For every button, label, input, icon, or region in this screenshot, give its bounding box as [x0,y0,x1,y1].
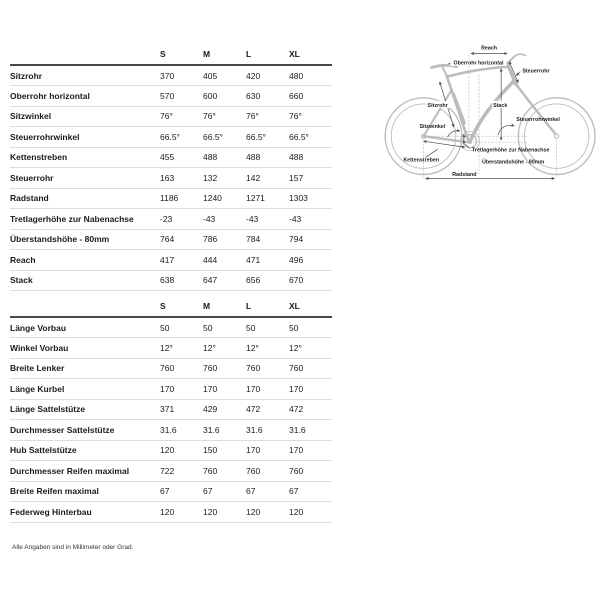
cell-value: -43 [246,209,289,230]
cell-value: 1240 [203,188,246,209]
table-row [10,250,332,271]
header-row [10,44,332,65]
seatpost [443,68,447,76]
row-label: Sitzrohr [10,65,160,86]
column-header-xl: XL [289,296,332,317]
standover-label: Überstandshöhe - 80mm [482,159,545,166]
row-label: Breite Lenker [10,358,160,379]
cell-value: 120 [203,502,246,523]
bike-geometry-diagram [363,30,600,202]
column-header-s: S [160,296,203,317]
cell-value: 170 [289,379,332,400]
row-label: Radstand [10,188,160,209]
cell-value: 142 [246,168,289,189]
table-row [10,317,332,338]
cell-value: 760 [160,358,203,379]
table-row [10,209,332,230]
toptube-label: Oberrohr horizontal [453,60,504,67]
row-label: Steuerrohrwinkel [10,127,160,148]
table-row [10,461,332,482]
cell-value: 480 [289,65,332,86]
table-row [10,86,332,107]
cell-value: -23 [160,209,203,230]
cell-value: 157 [289,168,332,189]
headtube-label: Steuerrohr [522,68,550,75]
cell-value: 170 [289,440,332,461]
cell-value: 50 [203,317,246,338]
cell-value: 471 [246,250,289,271]
cell-value: 417 [160,250,203,271]
cell-value: 630 [246,86,289,107]
cell-value: 66.5° [246,127,289,148]
row-label: Breite Reifen maximal [10,481,160,502]
cell-value: 638 [160,270,203,291]
cell-value: 12° [289,338,332,359]
cell-value: 170 [160,379,203,400]
header-row [10,296,332,317]
table-row [10,420,332,441]
cell-value: 66.5° [203,127,246,148]
cell-value: 150 [203,440,246,461]
cell-value: 1186 [160,188,203,209]
row-label: Sitzwinkel [10,106,160,127]
cell-value: 76° [246,106,289,127]
table-body [10,317,332,522]
stack-label: Stack [493,102,508,109]
cell-value: 429 [203,399,246,420]
cell-value: 120 [289,502,332,523]
row-label: Steuerrohr [10,168,160,189]
cell-value: 12° [203,338,246,359]
table-row [10,188,332,209]
column-header-xl: XL [289,44,332,65]
cell-value: 760 [203,358,246,379]
cell-value: 420 [246,65,289,86]
cell-value: 1271 [246,188,289,209]
column-header-l: L [246,296,289,317]
cell-value: 31.6 [289,420,332,441]
cell-value: 31.6 [246,420,289,441]
table-row [10,358,332,379]
cell-value: 67 [289,481,332,502]
cell-value: 12° [160,338,203,359]
cell-value: 1303 [289,188,332,209]
cell-value: 570 [160,86,203,107]
row-label: Hub Sattelstütze [10,440,160,461]
table-row [10,147,332,168]
cell-value: -43 [203,209,246,230]
table-row [10,229,332,250]
row-label: Oberrohr horizontal [10,86,160,107]
table-header [10,296,332,317]
table-row [10,127,332,148]
cell-value: 656 [246,270,289,291]
cell-value: 31.6 [203,420,246,441]
row-label: Stack [10,270,160,291]
table-row [10,338,332,359]
cell-value: 67 [160,481,203,502]
cell-value: 370 [160,65,203,86]
down-tube [470,82,513,143]
geometry-table-frame [10,44,332,291]
cell-value: 66.5° [289,127,332,148]
corner-cell [10,44,160,65]
cell-value: 455 [160,147,203,168]
cell-value: 760 [246,461,289,482]
cell-value: 488 [289,147,332,168]
table-row [10,399,332,420]
cell-value: 764 [160,229,203,250]
cell-value: 170 [246,379,289,400]
row-label: Länge Sattelstütze [10,399,160,420]
cell-value: 120 [246,502,289,523]
cell-value: 67 [203,481,246,502]
cell-value: 670 [289,270,332,291]
row-label: Winkel Vorbau [10,338,160,359]
table-row [10,168,332,189]
table-body [10,65,332,291]
cell-value: -43 [289,209,332,230]
geometry-table-components [10,296,332,523]
fork [516,85,555,134]
table-header [10,44,332,65]
cell-value: 50 [160,317,203,338]
cell-value: 760 [289,461,332,482]
cell-value: 66.5° [160,127,203,148]
cell-value: 760 [246,358,289,379]
row-label: Tretlagerhöhe zur Nabenachse [10,209,160,230]
corner-cell [10,296,160,317]
table-row [10,440,332,461]
cell-value: 50 [289,317,332,338]
cell-value: 488 [246,147,289,168]
table-row [10,379,332,400]
row-label: Durchmesser Reifen maximal [10,461,160,482]
headtube-leader [516,72,520,76]
cell-value: 760 [289,358,332,379]
cell-value: 647 [203,270,246,291]
cell-value: 760 [203,461,246,482]
row-label: Länge Kurbel [10,379,160,400]
cell-value: 660 [289,86,332,107]
table-row [10,65,332,86]
cell-value: 50 [246,317,289,338]
geometry-tables [10,44,332,523]
cell-value: 405 [203,65,246,86]
row-label: Länge Vorbau [10,317,160,338]
column-header-l: L [246,44,289,65]
reach-label: Reach [481,45,498,52]
bb-drop-label: Tretlagerhöhe zur Nabenachse [471,147,550,154]
column-header-s: S [160,44,203,65]
cell-value: 472 [246,399,289,420]
cell-value: 472 [289,399,332,420]
cell-value: 170 [246,440,289,461]
cell-value: 67 [246,481,289,502]
cell-value: 444 [203,250,246,271]
row-label: Reach [10,250,160,271]
cell-value: 786 [203,229,246,250]
cell-value: 163 [160,168,203,189]
seattube-label: Sitzrohr [427,102,448,109]
cell-value: 31.6 [160,420,203,441]
column-header-m: M [203,296,246,317]
handlebar [514,54,525,56]
cell-value: 488 [203,147,246,168]
table-row [10,502,332,523]
cell-value: 120 [160,502,203,523]
cell-value: 794 [289,229,332,250]
table-row [10,106,332,127]
seatangle-label: Sitzwinkel [419,124,446,131]
wheelbase-label: Radstand [452,172,477,179]
row-label: Überstandshöhe - 80mm [10,229,160,250]
cell-value: 784 [246,229,289,250]
cell-value: 120 [160,440,203,461]
stem [507,56,514,63]
cell-value: 600 [203,86,246,107]
row-label: Kettenstreben [10,147,160,168]
cell-value: 76° [289,106,332,127]
cell-value: 371 [160,399,203,420]
headangle-arc [498,125,514,135]
chainstay-label: Kettenstreben [403,157,440,164]
row-label: Durchmesser Sattelstütze [10,420,160,441]
row-label: Federweg Hinterbau [10,502,160,523]
cell-value: 132 [203,168,246,189]
column-header-m: M [203,44,246,65]
cell-value: 76° [203,106,246,127]
cell-value: 496 [289,250,332,271]
cell-value: 722 [160,461,203,482]
rear-shock [454,94,465,123]
chainstay-leader [426,149,438,157]
cell-value: 76° [160,106,203,127]
units-note: Alle Angaben sind in Millimeter oder Grad. [12,544,134,551]
table-row [10,270,332,291]
headangle-label: Steuerrohrwinkel [516,117,560,124]
top-tube [447,67,510,77]
table-row [10,481,332,502]
cell-value: 170 [203,379,246,400]
cell-value: 12° [246,338,289,359]
